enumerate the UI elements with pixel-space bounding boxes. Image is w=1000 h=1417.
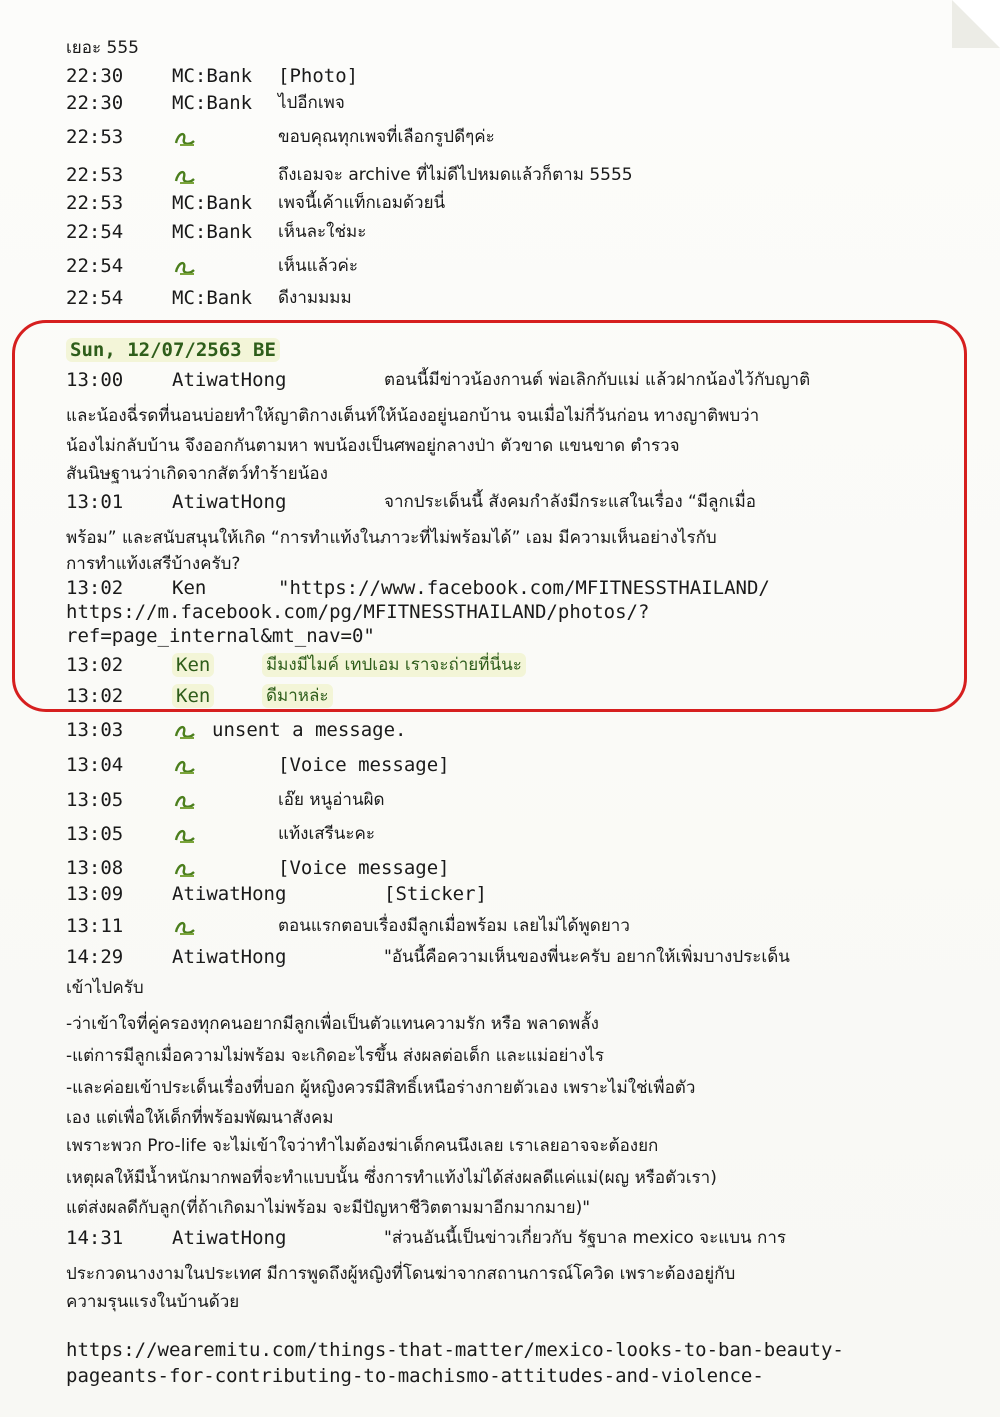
message-text: [Sticker] [384,883,487,905]
message-continuation: -ว่าเข้าใจที่คู่ครองทุกคนอยากมีลูกเพื่อเป็นตัวแทนความรัก หรือ พลาดพลั้ง [66,1014,599,1034]
message-text: ตอนแรกตอบเรื่องมีลูกเมื่อพร้อม เลยไม่ได้พูดยาว [278,916,630,936]
message-time: 13:01 [66,491,124,513]
message-link[interactable]: https://wearemitu.com/things-that-matter/mexico-looks-to-ban-beauty- [66,1339,844,1361]
leaf-signature-icon [172,824,198,846]
message-continuation: เอง แต่เพื่อให้เด็กที่พร้อมพัฒนาสังคม [66,1108,334,1128]
message-text: [Voice message] [278,754,450,776]
leaf-signature-icon [172,720,198,742]
message-continuation: การทำแท้งเสรีบ้างครับ? [66,554,241,574]
leaf-signature-icon [172,858,198,880]
message-sender: AtiwatHong [172,946,287,968]
message-continuation: เพราะพวก Pro-life จะไม่เข้าใจว่าทำไมต้องฆ่าเด็กคนนึงเลย เราเลยอาจจะต้องยก [66,1136,659,1156]
message-link[interactable]: "https://www.facebook.com/MFITNESSTHAILAND/ [278,577,770,599]
message-text: เห็นแล้วค่ะ [278,256,359,276]
message-continuation: สันนิษฐานว่าเกิดจากสัตว์ทำร้ายน้อง [66,464,328,484]
message-sender: MC:Bank [172,221,253,243]
message-time: 13:09 [66,883,124,905]
message-time: 22:53 [66,126,124,148]
message-text: [Voice message] [278,857,450,879]
message-continuation: พร้อม” และสนับสนุนให้เกิด “การทำแท้งในภาวะที่ไม่พร้อมได้” เอม มีความเห็นอย่างไรกับ [66,528,717,548]
message-text: เยอะ 555 [66,38,139,58]
message-text: จากประเด็นนี้ สังคมกำลังมีกระแสในเรื่อง “มีลูกเมื่อ [384,492,756,512]
message-text: unsent a message. [212,719,407,741]
message-sender: AtiwatHong [172,491,287,513]
message-link[interactable]: ref=page_internal&mt_nav=0" [66,625,375,647]
message-text: ไปอีกเพจ [278,93,345,113]
message-time: 13:04 [66,754,124,776]
message-time: 13:02 [66,685,124,707]
message-sender: Ken [172,577,207,599]
message-time: 22:53 [66,164,124,186]
message-time: 22:30 [66,92,124,114]
message-continuation: -และค่อยเข้าประเด็นเรื่องที่บอก ผู้หญิงควรมีสิทธิ์เหนือร่างกายตัวเอง เพราะไม่ใช่เพื่อตัว [66,1078,696,1098]
message-sender: Ken [172,653,214,677]
leaf-signature-icon [172,127,198,149]
message-text: "ส่วนอันนี้เป็นข่าวเกี่ยวกับ รัฐบาล mexico จะแบน การ [384,1228,787,1248]
message-time: 13:03 [66,719,124,741]
message-text: [Photo] [278,65,359,87]
message-time: 13:02 [66,654,124,676]
message-continuation: เข้าไปครับ [66,978,144,998]
message-continuation: เหตุผลให้มีน้ำหนักมากพอที่จะทำแบบนั้น ซึ่งการทำแท้งไม่ได้ส่งผลดีแค่แม่(ผญ หรือตัวเรา) [66,1168,717,1188]
message-continuation: -แต่การมีลูกเมื่อความไม่พร้อม จะเกิดอะไรขึ้น ส่งผลต่อเด็ก และแม่อย่างไร [66,1046,604,1066]
leaf-signature-icon [172,790,198,812]
message-sender: MC:Bank [172,65,253,87]
message-text: เอ๊ย หนูอ่านผิด [278,790,385,810]
message-text: มีมงมีไมค์ เทปเอม เราจะถ่ายที่นี่นะ [262,653,526,677]
message-time: 22:54 [66,255,124,277]
message-text: ดีมาหล่ะ [262,684,333,708]
message-time: 13:05 [66,823,124,845]
message-time: 22:30 [66,65,124,87]
message-continuation: ประกวดนางงามในประเทศ มีการพูดถึงผู้หญิงที่โดนฆ่าจากสถานการณ์โควิด เพราะต้องอยู่กับ [66,1264,736,1284]
message-time: 13:08 [66,857,124,879]
message-text: แท้งเสรีนะคะ [278,824,376,844]
message-sender: AtiwatHong [172,883,287,905]
leaf-signature-icon [172,165,198,187]
message-sender: AtiwatHong [172,1227,287,1249]
message-time: 14:31 [66,1227,124,1249]
message-sender: Ken [172,684,214,708]
message-continuation: น้องไม่กลับบ้าน จึงออกกันตามหา พบน้องเป็นศพอยู่กลางป่า ตัวขาด แขนขาด ตำรวจ [66,436,680,456]
message-text: ขอบคุณทุกเพจที่เลือกรูปดีๆค่ะ [278,127,495,147]
message-time: 13:00 [66,369,124,391]
message-link[interactable]: pageants-for-contributing-to-machismo-attitudes-and-violence- [66,1365,764,1387]
message-text: ถึงเอมจะ archive ที่ไม่ดีไปหมดแล้วก็ตาม 5555 [278,165,633,185]
message-time: 14:29 [66,946,124,968]
message-time: 13:02 [66,577,124,599]
message-text: ดีงามมมม [278,288,352,308]
leaf-signature-icon [172,916,198,938]
message-link[interactable]: https://m.facebook.com/pg/MFITNESSTHAILAND/photos/? [66,601,650,623]
date-header: Sun, 12/07/2563 BE [66,338,280,362]
message-continuation: และน้องฉี่รดที่นอนบ่อยทำให้ญาติกางเต็นท์ให้น้องอยู่นอกบ้าน จนเมื่อไม่กี่วันก่อน ทางญาติพบว่า [66,406,760,426]
message-sender: AtiwatHong [172,369,287,391]
message-time: 22:54 [66,287,124,309]
message-text: ตอนนี้มีข่าวน้องกานต์ พ่อเลิกกับแม่ แล้วฝากน้องไว้กับญาติ [384,370,811,390]
message-sender: MC:Bank [172,287,253,309]
message-continuation: ความรุนแรงในบ้านด้วย [66,1292,240,1312]
message-text: เห็นละใช่มะ [278,222,367,242]
message-text: เพจนี้เค้าแท็กเอมด้วยนี่ [278,193,446,213]
leaf-signature-icon [172,256,198,278]
message-time: 22:53 [66,192,124,214]
message-sender: MC:Bank [172,92,253,114]
message-continuation: แต่ส่งผลดีกับลูก(ที่ถ้าเกิดมาไม่พร้อม จะมีปัญหาชีวิตตามมาอีกมากมาย)" [66,1198,591,1218]
message-time: 13:11 [66,915,124,937]
message-text: "อันนี้คือความเห็นของพี่นะครับ อยากให้เพิ่มบางประเด็น [384,947,790,967]
page-corner-fold [952,0,1000,48]
message-time: 22:54 [66,221,124,243]
message-sender: MC:Bank [172,192,253,214]
message-time: 13:05 [66,789,124,811]
leaf-signature-icon [172,755,198,777]
